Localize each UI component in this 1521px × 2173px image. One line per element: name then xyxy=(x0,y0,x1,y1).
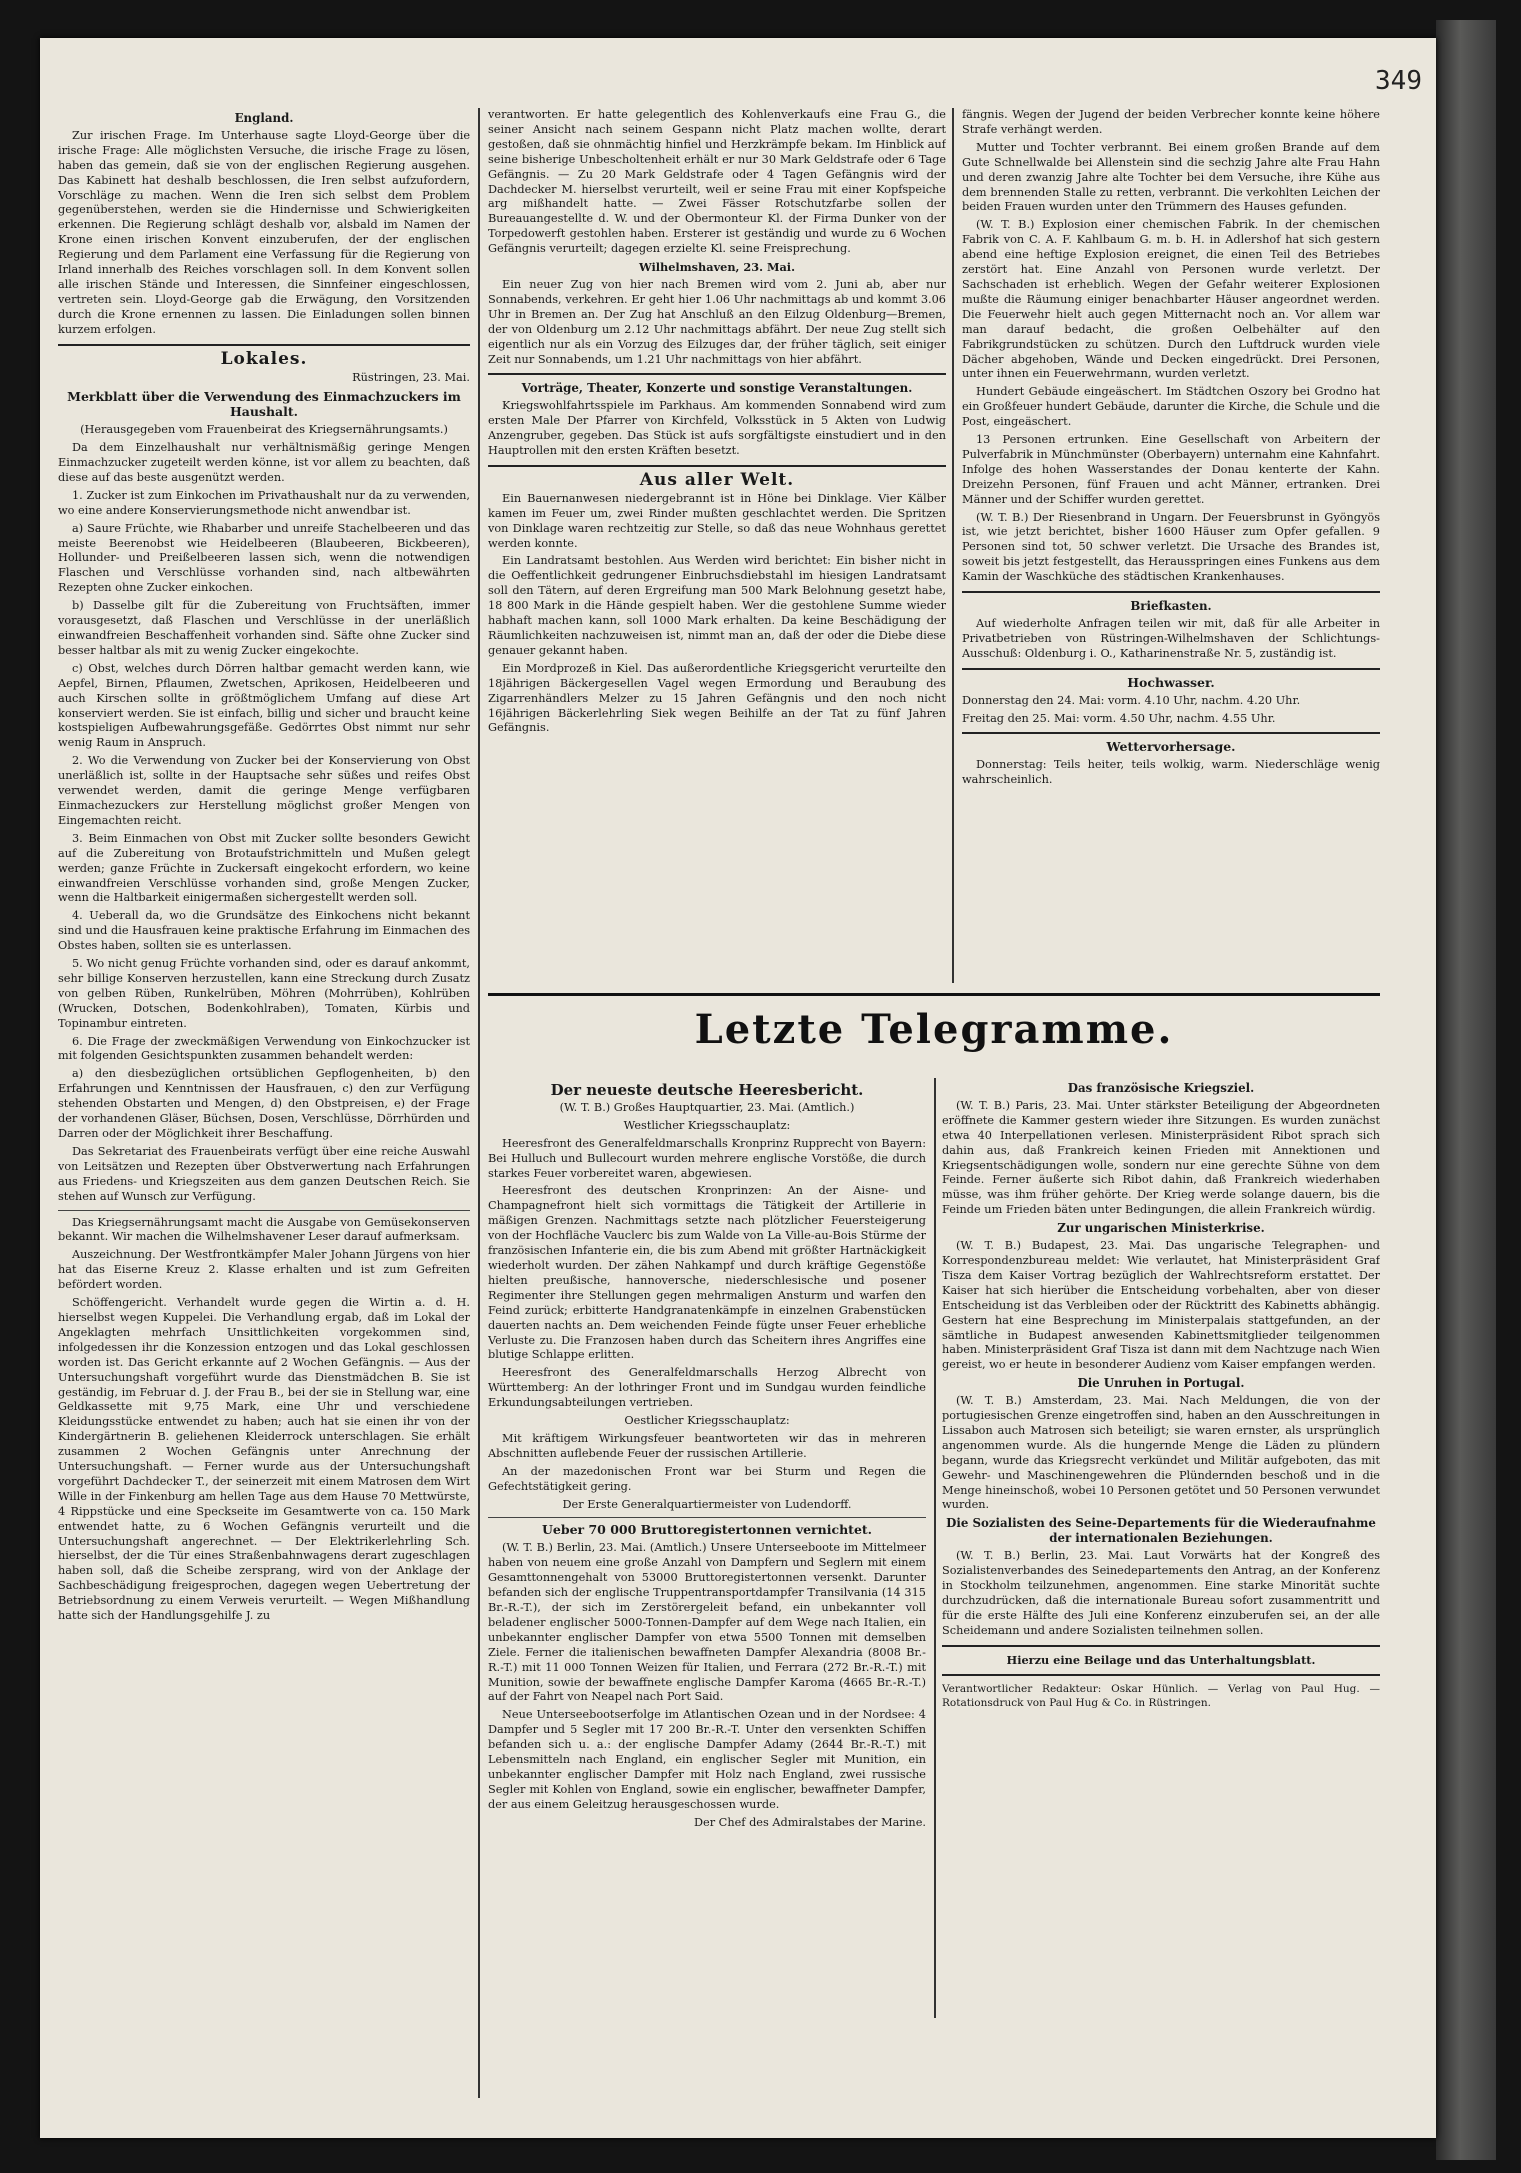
briefkasten-text: Auf wiederholte Anfragen teilen wir mit, daß für alle Arbeiter in Privatbetrieben von Rüstringen-Wilhelmshaven der Schlichtungs-Ausschuß: Oldenburg i. O., Katharinenstraße Nr. 5, zuständig ist. xyxy=(962,617,1380,660)
merkblatt-paragraph: 5. Wo nicht genug Früchte vorhanden sind, oder es darauf ankommt, sehr billige Konserven herzustellen, kann eine Streckung durch Zusatz von gelben Rüben, Runkelrüben, Möhren (Mohrrüben), Kohlrüben (Wrucken, Dotschen, Bodenkohlraben), Tomaten, Kürbis und Topinambur eintreten. xyxy=(58,957,470,1030)
merkblatt-paragraph: 2. Wo die Verwendung von Zucker bei der Konservierung von Obst unerläßlich ist, sollte in der Hauptsache sehr süßes und reifes Obst verwendet werden, damit die geringe Menge verfügbaren Einmachezuckers zur Herstellung möglichst großer Mengen von Eingemachten reicht. xyxy=(58,754,470,827)
wetter-text: Donnerstag: Teils heiter, teils wolkig, warm. Niederschläge wenig wahrscheinlich. xyxy=(962,758,1380,787)
french-war-aim-heading: Das französische Kriegsziel. xyxy=(1067,1081,1255,1095)
local-news-item: Schöffengericht. Verhandelt wurde gegen die Wirtin a. d. H. hierselbst wegen Kuppelei. Die Verhandlung ergab, daß im Lokal der Angeklagten mehrfach Unsittlichkeiten vorgekommen sind, infolgedessen ihr die Konzession entzogen und das Lokal geschlossen worden ist. Das Gericht erkannte auf 2 Wochen Gefängnis. — Aus der Untersuchungshaft vorgeführt wurde das Dienstmädchen B. Sie ist geständig, im Februar d. J. der Frau B., bei der sie in Stellung war, eine Geldkassette mit 9,75 Mark, eine Uhr und verschiedene Kleidungsstücke entwendet zu haben; auch hat sie einen ihr von der Kindergärtnerin B. geliehenen Kleiderrock unterschlagen. Sie erhält zusammen 2 Wochen Gefängnis unter Anrechnung der Untersuchungshaft. — Ferner wurde aus der Untersuchungshaft vorgeführt Dachdecker T., der seinerzeit mit einem Matrosen dem Wirt Wille in der Finkenburg am hellen Tage aus dem Hause 70 Mettwürste, 4 Rippstücke und eine Speckseite im Gesamtwerte von ca. 150 Mark entwendet hatte, zu 6 Wochen Gefängnis verurteilt und die Untersuchungshaft angerechnet. — Der Elektrikerlehrling Sch. hierselbst, der die Tür eines Straßenbahnwagens derart zugeschlagen haben soll, daß die Scheibe zersprang, wird von der Anklage der Sachbeschädigung freigesprochen, dagegen wegen Uebertretung der Betriebsordnung zu einem Verweis verurteilt. — Wegen Mißhandlung hatte sich der Handlungsgehilfe J. zu xyxy=(58,1296,470,1623)
merkblatt-paragraph: 1. Zucker ist zum Einkochen im Privathaushalt nur da zu verwenden, wo eine andere Konservierungsmethode nicht anwendbar ist. xyxy=(58,488,470,517)
telegram-paragraph: (W. T. B.) Amsterdam, 23. Mai. Nach Meldungen, die von der portugiesischen Grenze eingetroffen sind, haben an den Ausschreitungen in Lissabon auch Matrosen sich beteiligt; sie waren ernster, als ursprünglich angenommen wurde. Als die hungernde Menge die Läden zu plündern begann, wurde das Kriegsrecht verkündet und Militär aufgeboten, das mit Gewehr- und Maschinengewehren die Plündernden beschoß und in die Menge hineinschoß, wobei 10 Personen getötet und 50 Personen verwundet wurden. xyxy=(942,1394,1380,1512)
page-number: 349 xyxy=(1375,66,1422,96)
hochwasser-line: Donnerstag den 24. Mai: vorm. 4.10 Uhr, nachm. 4.20 Uhr. xyxy=(962,693,1301,707)
telegram-column-left xyxy=(488,1078,926,2078)
heeresbericht-paragraph: Mit kräftigem Wirkungsfeuer beantworteten wir das in mehreren Abschnitten auflebende Feuer der russischen Artillerie. xyxy=(488,1431,926,1460)
hochwasser-heading: Hochwasser. xyxy=(1127,674,1215,690)
briefkasten-heading: Briefkasten. xyxy=(1130,599,1212,614)
telegram-paragraph: (W. T. B.) Budapest, 23. Mai. Das ungarische Telegraphen- und Korrespondenzbureau meldet: Wie verlautet, hat Ministerpräsident Graf Tisza dem Kaiser Vortrag bezüglich der Wahlrechtsreform erstattet. Der Kaiser hat sich hierüber die Entscheidung vorbehalten, aber von dieser Entscheidung ist das Verbleiben oder der Rücktritt des Kabinetts abhängig. Gestern hat eine Besprechung im Ministerpalais stattgefunden, an der sämtliche in Budapest anwesenden Kabinettsmitglieder teilgenommen haben. Ministerpräsident Graf Tisza ist dann mit dem Nachtzuge nach Wien gereist, wo er heute in besonderer Audienz vom Kaiser empfangen werden. xyxy=(942,1239,1380,1372)
wetter-heading: Wettervorhersage. xyxy=(1106,739,1236,755)
tonnage-paragraph: (W. T. B.) Berlin, 23. Mai. (Amtlich.) Unsere Unterseeboote im Mittelmeer haben von neuem eine große Anzahl von Dampfern und Seglern mit einem Gesamttonnengehalt von 53000 Bruttoregistertonnen versenkt. Darunter befanden sich der englische Truppentransportdampfer Transilvania (14 315 Br.-R.-T.), der sich im Zerstörergeleit befand, ein unbekannter voll beladener englischer 5000-Tonnen-Dampfer auf dem Wege nach Italien, ein unbekannter englischer Dampfer von etwa 5500 Tonnen mit demselben Ziele. Ferner die italienischen bewaffneten Dampfer Alexandria (8008 Br.-R.-T.) mit 11 000 Tonnen Weizen für Italien, und Ferrara (272 Br.-R.-T.) mit Munition, sowie der bewaffnete englische Dampfer Karoma (4665 Br.-R.-T.) auf der Fahrt von Neapel nach Port Said. xyxy=(488,1541,926,1704)
heeresbericht-dateline: (W. T. B.) Großes Hauptquartier, 23. Mai. (Amtlich.) xyxy=(559,1100,855,1114)
heeresbericht-paragraph: An der mazedonischen Front war bei Sturm und Regen die Gefechtstätigkeit gering. xyxy=(488,1464,926,1493)
telegram-column-right xyxy=(942,1078,1380,2078)
heeresbericht-heading: Der neueste deutsche Heeresbericht. xyxy=(550,1081,864,1099)
hungary-crisis-heading: Zur ungarischen Ministerkrise. xyxy=(1057,1221,1265,1236)
hochwasser-line: Freitag den 25. Mai: vorm. 4.50 Uhr, nachm. 4.55 Uhr. xyxy=(962,711,1276,725)
local-news-item: Das Kriegsernährungsamt macht die Ausgabe von Gemüsekonserven bekannt. Wir machen die Wilhelmshavener Leser darauf aufmerksam. xyxy=(58,1215,470,1244)
column-3 xyxy=(962,108,1380,983)
merkblatt-paragraph: 4. Ueberall da, wo die Grundsätze des Einkochens nicht bekannt sind und die Hausfrauen keine praktische Erfahrung im Einmachen des Obstes haben, sollten sie es unterlassen. xyxy=(58,909,470,953)
merkblatt-subtitle: (Herausgegeben vom Frauenbeirat des Kriegsernährungsamts.) xyxy=(80,423,448,437)
telegramme-title: Letzte Telegramme. xyxy=(694,1006,1174,1053)
column-divider xyxy=(478,108,480,2098)
world-news-item: Mutter und Tochter verbrannt. Bei einem großen Brande auf dem Gute Schnellwalde bei Allenstein sind die sechzig Jahre alte Frau Hahn und deren zwanzig Jahre alte Tochter bei dem Versuche, ihre Kühe aus dem brennenden Stalle zu retten, verbrannt. Die verkohlten Leichen der beiden Frauen wurden unter den Trümmern des Hauses gefunden. xyxy=(962,140,1380,214)
column-1 xyxy=(58,108,470,2098)
lokales-heading: Lokales. xyxy=(220,348,308,369)
court-continuation: verantworten. Er hatte gelegentlich des Kohlenverkaufs eine Frau G., die seiner Ansicht nach seinem Gespann nicht Platz machen wollte, derart gestoßen, daß sie ohnmächtig hinfiel und Herzkrämpfe bekam. Im Hinblick auf seine bisherige Unbescholtenheit erhält er nur 30 Mark Geldstrafe oder 6 Tage Gefängnis. — Zu 20 Mark Geldstrafe oder 4 Tagen Gefängnis wird der Dachdecker M. hierselbst verurteilt, weil er seine Frau mit einer Kopfspeiche arg mißhandelt hatte. — Zwei Fässer Rotschutzfarbe sollen der Bureauangestellte d. W. und der Obermonteur Kl. der Firma Dunker von der Torpedowerft gestohlen haben. Ersterer ist geständig und wurde zu 6 Wochen Gefängnis verurteilt; dagegen erzielte Kl. seine Freisprechung. xyxy=(488,108,946,256)
section-rule xyxy=(488,993,1380,996)
admiralstab-signature: Der Chef des Admiralstabes der Marine. xyxy=(693,1815,926,1829)
local-news-item: Auszeichnung. Der Westfrontkämpfer Maler Johann Jürgens von hier hat das Eiserne Kreuz 2. Klasse erhalten und ist zum Gefreiten befördert worden. xyxy=(58,1248,470,1292)
wilhelmshaven-dateline: Wilhelmshaven, 23. Mai. xyxy=(638,260,796,275)
vortraege-heading: Vorträge, Theater, Konzerte und sonstige Veranstaltungen. xyxy=(521,381,913,396)
book-spine xyxy=(1436,20,1496,2160)
merkblatt-list: a) den diesbezüglichen ortsüblichen Gepflogenheiten, b) den Erfahrungen und Kenntnissen der Hausfrauen, c) den zur Verfügung stehenden Obstarten und Mengen, d) den Obstpreisen, e) der Frage der vorhandenen Gläser, Büchsen, Dosen, Verschlüsse, Dörrhürden und Darren oder der Möglichkeit ihrer Beschaffung. xyxy=(58,1067,470,1140)
column-2 xyxy=(488,108,946,988)
merkblatt-paragraph: Das Sekretariat des Frauenbeirats verfügt über eine reiche Auswahl von Leitsätzen und Rezepten über Obstverwertung nach Erfahrungen aus Friedens- und Kriegszeiten aus dem ganzen Deutschen Reich. Sie stehen auf Wunsch zur Verfügung. xyxy=(58,1144,470,1203)
beilage-note: Hierzu eine Beilage und das Unterhaltungsblatt. xyxy=(1006,1652,1316,1667)
merkblatt-paragraph: b) Dasselbe gilt für die Zubereitung von Fruchtsäften, immer vorausgesetzt, daß Flaschen und Verschlüsse in der unerläßlich einwandfreien Beschaffenheit vorhanden sind. Säfte ohne Zucker sind besser haltbar als mit zu wenig Zucker eingekochte. xyxy=(58,599,470,657)
heeresbericht-paragraph: Heeresfront des Generalfeldmarschalls Herzog Albrecht von Württemberg: An der lothringer Front und im Sundgau wurden feindliche Erkundungsabteilungen vertrieben. xyxy=(488,1366,926,1410)
newspaper-page xyxy=(40,38,1436,2138)
world-news-item: Ein Mordprozeß in Kiel. Das außerordentliche Kriegsgericht verurteilte den 18jährigen Bäckergesellen Vagel wegen Ermordung und Beraubung des Zigarrenhändlers Melzer zu 15 Jahren Gefängnis und den noch nicht 16jährigen Bäckerlehrling Siek wegen Beihilfe an der Tat zu fünf Jahren Gefängnis. xyxy=(488,661,946,735)
tonnage-heading: Ueber 70 000 Bruttoregistertonnen vernichtet. xyxy=(541,1522,873,1538)
column-divider xyxy=(952,108,954,983)
world-news-item: Ein Landratsamt bestohlen. Aus Werden wird berichtet: Ein bisher nicht in die Oeffentlichkeit gedrungener Einbruchsdiebstahl im hiesigen Landratsamt soll den Tätern, auf deren Ergreifung man 500 Mark Belohnung gesetzt habe, 18 800 Mark in die Hände gespielt haben. Wer die gestohlene Summe wieder habhaft machen kann, soll 1000 Mark erhalten. Da keine Beschädigung der Räumlichkeiten nachzuweisen ist, nimmt man an, daß der oder die Diebe diese genauer gekannt haben. xyxy=(488,554,946,657)
impressum: Verantwortlicher Redakteur: Oskar Hünlich. — Verlag von Paul Hug. — Rotationsdruck von Paul Hug & Co. in Rüstringen. xyxy=(942,1682,1380,1710)
world-news-item: 13 Personen ertrunken. Eine Gesellschaft von Arbeitern der Pulverfabrik in Münchmünster (Oberbayern) unternahm eine Kahnfahrt. Infolge des hohen Wasserstandes der Donau kenterte der Kahn. Dreizehn Personen, fünf Frauen und acht Männer, ertranken. Drei Männer und der Schiffer wurden gerettet. xyxy=(962,433,1380,506)
socialists-heading: Die Sozialisten des Seine-Departements für die Wiederaufnahme der internationalen Beziehungen. xyxy=(946,1516,1376,1546)
portugal-heading: Die Unruhen in Portugal. xyxy=(1077,1376,1245,1391)
east-front-heading: Oestlicher Kriegsschauplatz: xyxy=(624,1414,790,1428)
lokales-dateline: Rüstringen, 23. Mai. xyxy=(352,370,470,384)
england-article: Zur irischen Frage. Im Unterhause sagte Lloyd-George über die irische Frage: Alle möglichsten Versuche, die irische Frage zu lösen, haben das gemein, daß sie von der englischen Regierung ausgehen. Das Kabinett hat deshalb beschlossen, die Iren selbst aufzufordern, Vorschläge zu machen. Wenn die Iren sich selbst dem Problem gegenüberstehen, werden sie die Hindernisse und Schwierigkeiten erkennen. Die Regierung schlägt deshalb vor, alsbald im Namen der Krone einen irischen Konvent einzuberufen, der der englischen Regierung und dem Parlament eine Verfassung für die Regierung von Irland innerhalb des Reiches vorschlagen soll. In dem Konvent sollen alle irischen Stände und Interessen, die Sinnfeiner eingeschlossen, vertreten sein. Lloyd-George gab die Erwägung, den Vorsitzenden durch die Krone ernennen zu lassen. Die Einladungen sollen binnen kurzem erfolgen. xyxy=(58,128,470,336)
merkblatt-paragraph: c) Obst, welches durch Dörren haltbar gemacht werden kann, wie Aepfel, Birnen, Pflaumen, Zwetschen, Aprikosen, Heidelbeeren und auch Kirschen sollte in größtmöglichem Umfang auf diese Art konserviert werden. Sie ist einfach, billig und sicher und braucht keine kostspieligen Aufbewahrungsgefäße. Gedörrtes Obst nimmt nur sehr wenig Raum in Anspruch. xyxy=(58,661,470,750)
telegram-paragraph: (W. T. B.) Paris, 23. Mai. Unter stärkster Beteiligung der Abgeordneten eröffnete die Kammer gestern wieder ihre Sitzungen. Es wurden zunächst etwa 40 Interpellationen verlesen. Ministerpräsident Ribot sprach sich dahin aus, daß Frankreich keinen Frieden mit Annektionen und Kriegsentschädigungen wolle, sondern nur eine gerechte Sühne von dem Feinde. Ferner äußerte sich Ribot dahin, daß Frankreich wiederhaben müsse, was ihm früher gehörte. Der Krieg werde solange dauern, bis die Feinde um Frieden bäten unter Bedingungen, die allein Frankreich würdig. xyxy=(942,1098,1380,1217)
world-news-item: Ein Bauernanwesen niedergebrannt ist in Höne bei Dinklage. Vier Kälber kamen im Feuer um, zwei Rinder mußten geschlachtet werden. Die Spritzen von Dinklage waren rechtzeitig zur Stelle, so daß das neue Wohnhaus gerettet werden konnte. xyxy=(488,491,946,550)
merkblatt-paragraph: 3. Beim Einmachen von Obst mit Zucker sollte besonders Gewicht auf die Zubereitung von Brotaufstrichmitteln und Mußen gelegt werden; ganze Früchte in Zuckersaft eingekocht erfordern, wo keine einwandfreien Verschlüsse vorhanden sind, große Mengen Zucker, wenn die Haltbarkeit einigermaßen sichergestellt werden soll. xyxy=(58,831,470,905)
train-news: Ein neuer Zug von hier nach Bremen wird vom 2. Juni ab, aber nur Sonnabends, verkehren. Er geht hier 1.06 Uhr nachmittags ab und kommt 3.06 Uhr in Bremen an. Der Zug hat Anschluß an den Eilzug Oldenburg—Bremen, der von Oldenburg um 2.12 Uhr nachmittags abfährt. Der neue Zug stellt sich eigentlich nur als ein Vorzug des Eilzuges dar, der früher täglich, seit einiger Zeit nur Sonnabends, um 1.21 Uhr nachmittags von hier abfährt. xyxy=(488,277,946,366)
heeresbericht-paragraph: Heeresfront des deutschen Kronprinzen: An der Aisne- und Champagnefront hielt sich vormittags die Tätigkeit der Artillerie in mäßigen Grenzen. Nachmittags setzte nach plötzlicher Feuersteigerung von der Hochfläche Vauclerc bis zum Walde von La Ville-au-Bois Stürme der französischen Infanterie ein, die bis zum Abend mit größter Hartnäckigkeit wiederholt wurden. Der zähen Nahkampf und durch kräftige Gegenstöße hielten preußische, hannoversche, niederschlesische und posener Regimenter ihre Stellungen gegen mehrmaligen Ansturm und warfen den Feind zurück; erbitterte Handgranatenkämpfe in einzelnen Grabenstücken dauerten nachts an. Dem weichenden Feinde fügte unser Feuer erhebliche Verluste zu. Die Franzosen haben durch das Scheitern ihres Angriffes eine blutige Schlappe erlitten. xyxy=(488,1184,926,1362)
world-continuation: fängnis. Wegen der Jugend der beiden Verbrecher konnte keine höhere Strafe verhängt werden. xyxy=(962,108,1380,136)
merkblatt-paragraph: 6. Die Frage der zweckmäßigen Verwendung von Einkochzucker ist mit folgenden Gesichtspunkten zusammen behandelt werden: xyxy=(58,1034,470,1063)
vortraege-text: Kriegswohlfahrtsspiele im Parkhaus. Am kommenden Sonnabend wird zum ersten Male Der Pfarrer von Kirchfeld, Volksstück in 5 Akten von Ludwig Anzengruber, gegeben. Das Stück ist aufs sorgfältigste einstudiert und in den Hauptrollen mit den ersten Kräften besetzt. xyxy=(488,399,946,458)
tonnage-paragraph: Neue Unterseebootserfolge im Atlantischen Ozean und in der Nordsee: 4 Dampfer und 5 Segler mit 17 200 Br.-R.-T. Unter den versenkten Schiffen befanden sich u. a.: der englische Dampfer Adamy (2644 Br.-R.-T.) mit Lebensmitteln nach England, ein englischer Segler mit Munition, ein unbekannter englischer Dampfer mit Holz nach England, zwei russische Segler mit Kohlen von England, sowie ein englischer, bewaffneter Dampfer, der aus einem Geleitzug herausgeschossen wurde. xyxy=(488,1708,926,1811)
column-divider xyxy=(934,1078,936,2018)
merkblatt-heading: Merkblatt über die Verwendung des Einmachzuckers im Haushalt. xyxy=(67,389,461,420)
ludendorff-signature: Der Erste Generalquartiermeister von Ludendorff. xyxy=(562,1497,852,1511)
heeresbericht-paragraph: Heeresfront des Generalfeldmarschalls Kronprinz Rupprecht von Bayern: Bei Hulluch und Bullecourt wurden mehrere englische Vorstöße, die durch starkes Feuer vorbereitet waren, abgewiesen. xyxy=(488,1136,926,1180)
telegram-paragraph: (W. T. B.) Berlin, 23. Mai. Laut Vorwärts hat der Kongreß des Sozialistenverbandes des Seinedepartements den Antrag, an der Konferenz in Stockholm teilzunehmen, angenommen. Eine starke Minorität suchte durchzudrücken, daß die internationale Bureau sofort zusammentritt und für die erste Hälfte des Juli eine Konferenz einzuberufen sei, an der alle Scheidemann und andere Sozialisten teilnehmen sollen. xyxy=(942,1549,1380,1637)
world-news-item: (W. T. B.) Explosion einer chemischen Fabrik. In der chemischen Fabrik von C. A. F. Kahlbaum G. m. b. H. in Adlershof hat sich gestern abend eine heftige Explosion ereignet, die einen Teil des Betriebes zerstört hat. Eine Anzahl von Personen wurde verletzt. Der Sachschaden ist erheblich. Wegen der Gefahr weiterer Explosionen mußte die Räumung einiger benachbarter Häuser angeordnet werden. Die Feuerwehr hielt auch gegen Mitternacht noch an. Vor allem war man darauf bedacht, die großen Oelbehälter auf den Fabrikgrundstücken zu schützen. Durch den Luftdruck wurden viele Dächer abgehoben, Wände und Decken eingedrückt. Drei Personen, unter ihnen ein Feuerwehrmann, wurden verletzt. xyxy=(962,218,1380,381)
west-front-heading: Westlicher Kriegsschauplatz: xyxy=(623,1118,791,1132)
merkblatt-paragraph: Da dem Einzelhaushalt nur verhältnismäßig geringe Mengen Einmachzucker zugeteilt werden könne, ist vor allem zu beachten, daß diese auf das beste ausgenützt werden. xyxy=(58,441,470,484)
world-news-item: Hundert Gebäude eingeäschert. Im Städtchen Oszory bei Grodno hat ein Großfeuer hundert Gebäude, darunter die Kirche, die Schule und die Post, eingeäschert. xyxy=(962,385,1380,429)
aus-aller-welt-heading: Aus aller Welt. xyxy=(639,469,795,490)
england-heading: England. xyxy=(234,111,294,125)
world-news-item: (W. T. B.) Der Riesenbrand in Ungarn. Der Feuersbrunst in Gyöngyös ist, wie jetzt berichtet, bisher 1600 Häuser zum Opfer gefallen. 9 Personen sind tot, 50 schwer verletzt. Die Ursache des Brandes ist, soweit bis jetzt festgestellt, das Herausspringen eines Funkens aus dem Kamin der Waschküche des städtischen Krankenhauses. xyxy=(962,510,1380,584)
merkblatt-paragraph: a) Saure Früchte, wie Rhabarber und unreife Stachelbeeren und das meiste Beerenobst wie Heidelbeeren (Blaubeeren, Bickbeeren), Hollunder- und Preißelbeeren lassen sich, wenn die notwendigen Flaschen und Verschlüsse vorhanden sind, nach altbewährten Rezepten ohne Zucker einkochen. xyxy=(58,521,470,595)
